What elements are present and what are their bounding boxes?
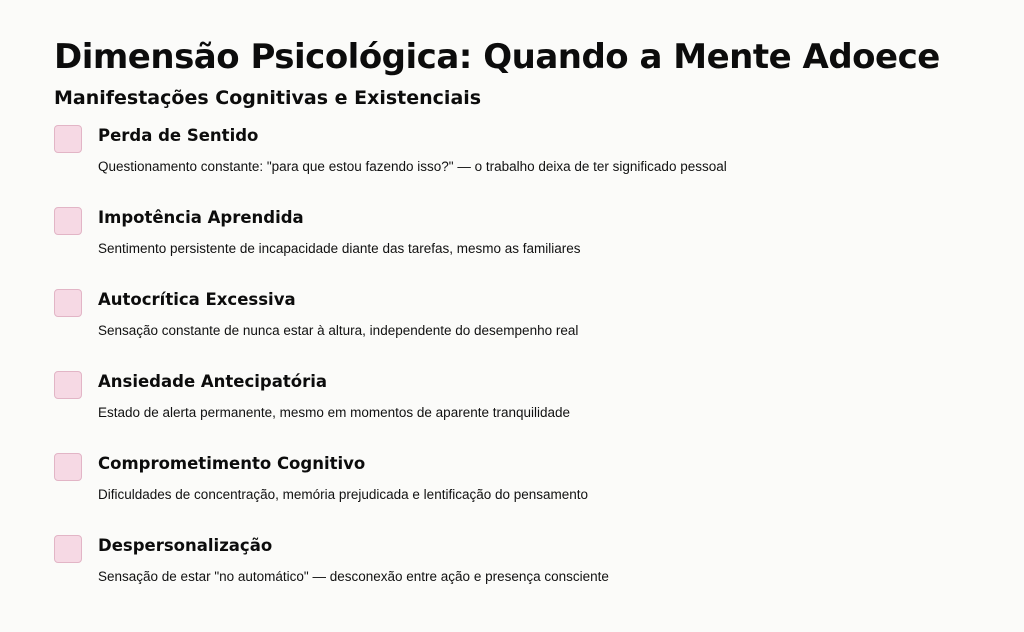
checkbox[interactable] [54, 207, 82, 235]
checklist-item [54, 123, 970, 205]
checklist-item-title: Autocrítica Excessiva [98, 290, 296, 309]
checklist-item-title: Comprometimento Cognitivo [98, 454, 366, 473]
checklist-item-body [98, 533, 609, 586]
checklist-item-body [98, 369, 570, 422]
checklist-item-description: Sentimento persistente de incapacidade diante das tarefas, mesmo as familiares [98, 241, 581, 256]
checklist-item [54, 205, 970, 287]
checklist-item-body [98, 451, 588, 504]
checklist-item [54, 287, 970, 369]
checklist-item [54, 369, 970, 451]
checklist-item [54, 533, 970, 615]
checklist-item-body [98, 287, 578, 340]
checklist-item-title: Despersonalização [98, 536, 273, 555]
page-subtitle: Manifestações Cognitivas e Existenciais [54, 87, 482, 109]
checklist-item-description: Sensação de estar "no automático" — desconexão entre ação e presença consciente [98, 569, 609, 584]
checklist-item-description: Sensação constante de nunca estar à altura, independente do desempenho real [98, 323, 579, 338]
checklist-item-description: Estado de alerta permanente, mesmo em momentos de aparente tranquilidade [98, 405, 571, 420]
checkbox[interactable] [54, 289, 82, 317]
checklist-item-title: Impotência Aprendida [98, 208, 304, 227]
checkbox[interactable] [54, 371, 82, 399]
checklist-item-body [98, 123, 727, 176]
checklist-item [54, 451, 970, 533]
checklist-item-description: Dificuldades de concentração, memória prejudicada e lentificação do pensamento [98, 487, 589, 502]
checklist [54, 123, 970, 615]
page-title: Dimensão Psicológica: Quando a Mente Adoece [54, 37, 940, 77]
checkbox[interactable] [54, 125, 82, 153]
checklist-item-description: Questionamento constante: "para que estou fazendo isso?" — o trabalho deixa de ter significado pessoal [98, 159, 727, 174]
checkbox[interactable] [54, 535, 82, 563]
checkbox[interactable] [54, 453, 82, 481]
checklist-item-title: Perda de Sentido [98, 126, 259, 145]
checklist-item-title: Ansiedade Antecipatória [98, 372, 328, 391]
checklist-item-body [98, 205, 581, 258]
